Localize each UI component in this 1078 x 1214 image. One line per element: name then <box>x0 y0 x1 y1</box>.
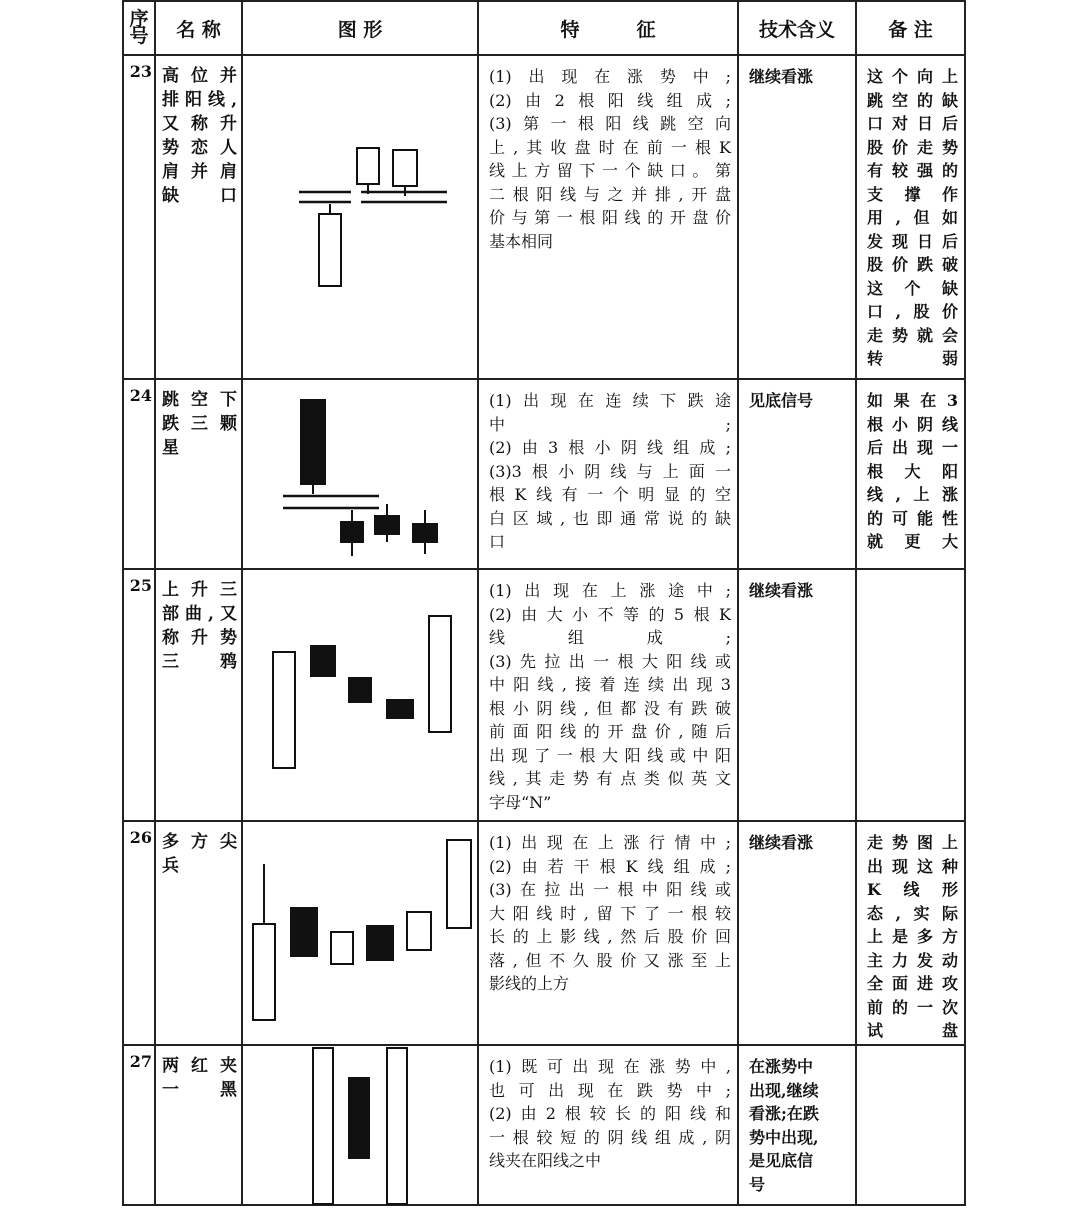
row-name-line: 又称升 <box>162 114 237 134</box>
row-note <box>856 55 965 379</box>
table-row <box>123 1045 965 1205</box>
row-note-line: 走势图上 <box>867 833 958 852</box>
row-name <box>155 379 242 569</box>
bearish-candle <box>375 516 399 534</box>
row-note-line: 支撑作 <box>867 184 958 204</box>
row-note <box>856 569 965 821</box>
bullish-candle <box>313 1048 333 1204</box>
row-meaning-line: 是见底信 <box>749 1151 814 1170</box>
row-features-line: 长的上影线,然后股价回 <box>489 927 731 946</box>
row-note-line: 态,实际 <box>867 903 958 923</box>
table-row <box>123 569 965 821</box>
row-figure <box>242 821 478 1045</box>
row-features-line: (1)出现在上涨行情中; <box>489 833 731 852</box>
row-features-line: 根小阴线,但都没有跌破 <box>489 698 731 718</box>
row-meaning-line: 继续看涨 <box>749 833 814 852</box>
row-seq: 23 <box>123 55 155 379</box>
row-note-line: 试盘 <box>867 1021 958 1040</box>
row-note-line: 走势就会 <box>867 325 958 345</box>
row-figure <box>242 379 478 569</box>
row-features-line: (3)先拉出一根大阳线或 <box>489 651 731 671</box>
row-meaning <box>738 379 856 569</box>
row-seq: 25 <box>123 569 155 821</box>
row-features-line: (2)由2根阳线组成; <box>489 90 731 110</box>
header-note: 备 注 <box>856 1 965 55</box>
row-name-line: 上升三 <box>162 580 237 600</box>
row-note-line: 转弱 <box>867 349 958 368</box>
row-features <box>478 379 738 569</box>
row-figure <box>242 1045 478 1205</box>
row-note-line: 跳空的缺 <box>867 90 958 110</box>
header-features: 特 征 <box>478 1 738 55</box>
row-features-line: 影线的上方 <box>489 974 570 993</box>
row-name-line: 三鸦 <box>162 652 237 672</box>
row-features-line: 线,其走势有点类似英文 <box>489 769 731 788</box>
row-features-line: 上,其收盘时在前一根K <box>489 137 731 157</box>
row-name-line: 部曲,又 <box>162 604 237 624</box>
table-row <box>123 379 965 569</box>
row-note-line: 出现这种 <box>867 856 958 876</box>
row-meaning <box>738 821 856 1045</box>
header-meaning: 技术含义 <box>738 1 856 55</box>
row-features-line: 口 <box>489 532 506 551</box>
row-meaning-line: 看涨;在跌 <box>749 1104 819 1123</box>
row-name-line: 跳空下 <box>162 390 237 410</box>
bearish-candle <box>413 524 437 542</box>
bearish-candle <box>301 400 325 484</box>
candlestick-table <box>122 0 966 1206</box>
row-note <box>856 379 965 569</box>
bullish-candle <box>447 840 471 928</box>
row-note-line: 根小阴线 <box>867 414 958 434</box>
row-features-line: 二根阳线与之并排,开盘 <box>489 184 731 204</box>
bearish-candle <box>387 700 413 718</box>
row-features <box>478 55 738 379</box>
row-seq: 24 <box>123 379 155 569</box>
row-seq: 26 <box>123 821 155 1045</box>
row-note-line: 这个缺 <box>867 278 958 298</box>
bearish-candle <box>341 522 363 542</box>
table-row <box>123 821 965 1045</box>
row-name-line: 多方尖 <box>162 832 237 852</box>
row-features-line: 线夹在阳线之中 <box>489 1151 602 1170</box>
row-features-line: (2)由3根小阴线组成; <box>489 438 731 457</box>
row-features-line: 中; <box>489 414 731 434</box>
row-features-line: (3)3根小阴线与上面一 <box>489 461 731 481</box>
bullish-candle <box>331 932 353 964</box>
row-meaning-line: 在涨势中 <box>749 1057 814 1076</box>
row-name <box>155 569 242 821</box>
row-features-line: (1)既可出现在涨势中, <box>489 1057 731 1076</box>
row-meaning-line: 见底信号 <box>749 391 814 410</box>
row-seq: 27 <box>123 1045 155 1205</box>
row-meaning <box>738 1045 856 1205</box>
row-features <box>478 821 738 1045</box>
row-features-line: 大阳线时,留下了一根较 <box>489 903 731 923</box>
row-features-line: 线上方留下一个缺口。第 <box>489 161 731 180</box>
row-note-line: 后出现一 <box>867 438 958 457</box>
row-name <box>155 1045 242 1205</box>
row-features-line: (3)第一根阳线跳空向 <box>489 114 731 133</box>
row-features-line: 根K线有一个明显的空 <box>489 485 731 504</box>
row-note-line: 上是多方 <box>867 927 958 946</box>
bullish-candle <box>253 924 275 1020</box>
row-note-line: K线形 <box>867 880 958 899</box>
row-features <box>478 569 738 821</box>
row-features-line: 白区域,也即通常说的缺 <box>489 508 731 528</box>
row-name-line: 高位并 <box>162 66 237 86</box>
row-features-line: 出现了一根大阳线或中阳 <box>489 745 731 765</box>
bearish-candle <box>311 646 335 676</box>
row-meaning-line: 继续看涨 <box>749 581 814 600</box>
row-note <box>856 1045 965 1205</box>
row-meaning <box>738 569 856 821</box>
row-features-line: 一根较短的阴线组成,阴 <box>489 1127 731 1147</box>
row-features-line: 价与第一根阳线的开盘价 <box>489 208 731 227</box>
row-name-line: 一黑 <box>162 1080 237 1100</box>
row-meaning-line: 出现,继续 <box>749 1080 819 1100</box>
row-name-line: 势恋人 <box>162 138 237 158</box>
row-features-line: (2)由2根较长的阳线和 <box>489 1104 731 1123</box>
row-features-line: (2)由若干根K线组成; <box>489 856 731 876</box>
row-note-line: 发现日后 <box>867 231 958 251</box>
bearish-candle <box>349 1078 369 1158</box>
row-features-line: 字母“N” <box>489 792 552 812</box>
row-features-line: (2)由大小不等的5根K <box>489 604 731 624</box>
bullish-candle <box>273 652 295 768</box>
row-figure <box>242 569 478 821</box>
bearish-candle <box>367 926 393 960</box>
row-note-line: 的可能性 <box>867 508 958 528</box>
row-note-line: 用,但如 <box>867 208 958 227</box>
bullish-candle <box>357 148 379 184</box>
header-name: 名 称 <box>155 1 242 55</box>
row-note-line: 有较强的 <box>867 161 958 180</box>
header-figure: 图 形 <box>242 1 478 55</box>
row-note-line: 口,股价 <box>867 302 958 321</box>
row-name-line: 星 <box>162 438 179 458</box>
row-name-line: 肩并肩 <box>162 162 237 182</box>
row-features-line: (1)出现在连续下跌途 <box>489 391 731 410</box>
row-name-line: 兵 <box>162 856 179 876</box>
row-name-line: 两红夹 <box>162 1056 237 1076</box>
row-note-line: 全面进攻 <box>867 974 958 993</box>
row-meaning <box>738 55 856 379</box>
candlestick-rising-three-pattern <box>243 570 479 822</box>
bearish-candle <box>291 908 317 956</box>
row-note-line: 股价跌破 <box>867 255 958 274</box>
bullish-candle <box>319 214 341 286</box>
candlestick-two-white-one-black-pattern <box>243 1046 479 1206</box>
row-note-line: 股价走势 <box>867 137 958 157</box>
row-meaning-line: 继续看涨 <box>749 67 814 86</box>
row-features-line: (1)出现在涨势中; <box>489 67 731 86</box>
row-note-line: 前的一次 <box>867 997 958 1017</box>
header-row <box>123 1 965 55</box>
row-features-line: 落,但不久股价又涨至上 <box>489 950 731 970</box>
row-features <box>478 1045 738 1205</box>
row-name <box>155 55 242 379</box>
row-features-line: 中阳线,接着连续出现3 <box>489 675 731 694</box>
row-note-line: 这个向上 <box>867 67 958 86</box>
row-features-line: (1)出现在上涨途中; <box>489 581 731 600</box>
row-features-line: 也可出现在跌势中; <box>489 1080 731 1100</box>
row-name-line: 跌三颗 <box>162 414 237 434</box>
row-note-line: 线,上涨 <box>867 485 958 504</box>
row-features-line: 前面阳线的开盘价,随后 <box>489 722 731 741</box>
row-note-line: 就更大 <box>867 532 958 551</box>
bullish-candle <box>387 1048 407 1204</box>
row-name-line: 缺口 <box>162 186 237 206</box>
bearish-candle <box>349 678 371 702</box>
row-name-line: 排阳线, <box>162 90 237 110</box>
row-note-line: 口对日后 <box>867 114 958 133</box>
candlestick-upper-shadow-pattern <box>243 822 479 1046</box>
table-row <box>123 55 965 379</box>
candlestick-three-stars-pattern <box>243 380 479 570</box>
header-seq: 序号 <box>123 1 155 55</box>
row-features-line: 基本相同 <box>489 231 554 251</box>
row-note-line: 根大阳 <box>867 461 958 481</box>
bullish-candle <box>393 150 417 186</box>
row-note <box>856 821 965 1045</box>
row-figure <box>242 55 478 379</box>
row-meaning-line: 号 <box>749 1174 766 1194</box>
row-note-line: 如果在3 <box>867 391 958 410</box>
bullish-candle <box>407 912 431 950</box>
row-name-line: 称升势 <box>162 628 237 648</box>
row-name <box>155 821 242 1045</box>
candlestick-gap-up-pattern <box>243 56 479 380</box>
bullish-candle <box>429 616 451 732</box>
row-features-line: 线组成; <box>489 628 731 647</box>
row-note-line: 主力发动 <box>867 950 958 970</box>
row-meaning-line: 势中出现, <box>749 1127 819 1147</box>
row-features-line: (3)在拉出一根中阳线或 <box>489 880 731 899</box>
